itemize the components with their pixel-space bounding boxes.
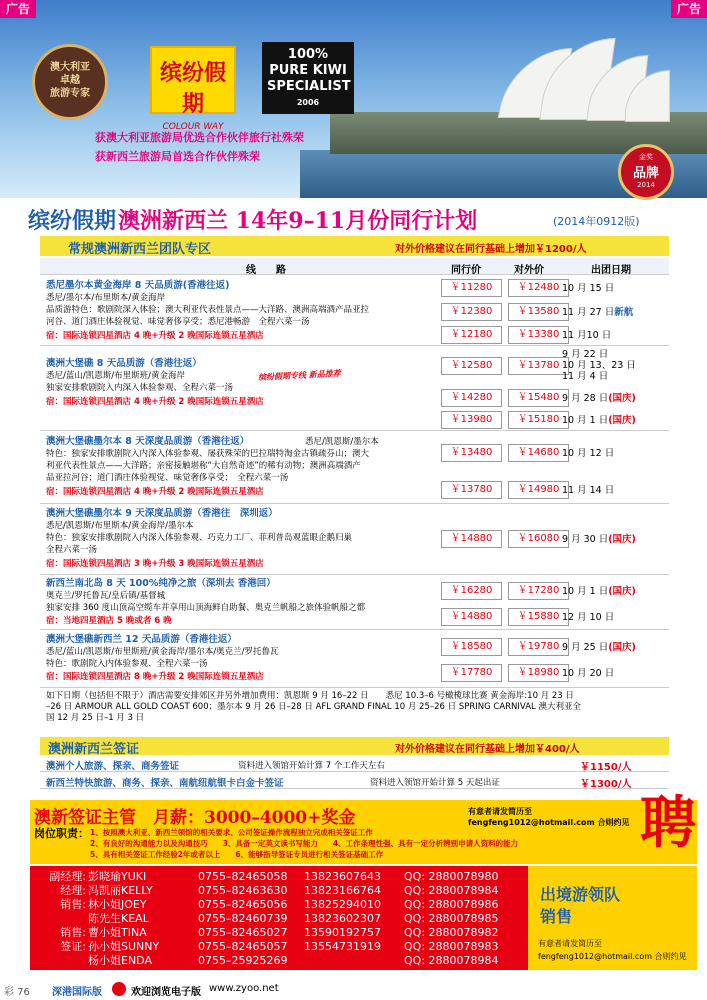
date-text: 10 月 1 日 [562, 415, 609, 426]
tour-hotel: 宿：国际连锁四星酒店 3 晚+升级 3 晚国际连锁五星酒店 [46, 559, 264, 569]
date-text: 9 月 22 日 10 月 13、23 日 11 月 4 日 [562, 349, 636, 382]
contact-name: 彭晓瑜YUKI [88, 870, 147, 883]
contact-tel[interactable]: 0755–82465027 [198, 926, 288, 939]
hiring-character: 聘 [640, 790, 696, 856]
date-text: 11 月 14 日 [562, 485, 615, 496]
tour-line: 悉尼/蓝山/凯恩斯/布里斯班/黄金海岸 [46, 371, 185, 381]
leader-panel [528, 866, 697, 970]
duty-line: 5、具有相关签证工作经验2年或者以上 6、能够指导签证专员进行相关签证基础工作 [90, 850, 384, 859]
kiwi-text: 100% PURE KIWI SPECIALIST [267, 47, 351, 94]
external-price: ￥14680 [508, 444, 569, 462]
tour-hotel: 宿：国际连锁四星酒店 8 晚+升级 2 晚国际连锁五星酒店 [46, 672, 264, 682]
departure-date [562, 349, 669, 382]
tour-title[interactable]: 新西兰南北岛 8 天 100%纯净之旅（深圳去 香港回） [46, 578, 276, 589]
duty-line: 2、有良好的沟通能力以及沟通技巧 3、具备一定英文读书写能力 4、工作条理性强、具有一定分析辨别申请人资料的能力 [90, 839, 519, 848]
duty-line: 1、按照澳大利亚、新西兰领馆的相关要求、公司签证操作流程独立完成相关签证工作 [90, 828, 373, 837]
tour-line: 特色：独家安排歌剧院入内深入体验参观、屡获殊荣的巴拉瑞特淘金古镇疏芬山；澳大 [46, 449, 370, 459]
contact-mobile[interactable]: 13823602307 [304, 912, 381, 925]
contact-tel[interactable]: 0755–82460739 [198, 912, 288, 925]
duty-label: 岗位职责： [34, 827, 89, 840]
recruit-contact: 有意者请发简历至 [468, 807, 532, 816]
section-visa-name: 澳洲新西兰签证 [48, 742, 140, 757]
tour-hotel: 宿：国际连锁四星酒店 4 晚+升级 2 晚国际连锁五星酒店 [46, 487, 264, 497]
visa-name: 新西兰特快旅游、商务、探亲、南航纽航银卡白金卡签证 [46, 778, 284, 789]
peer-price: ￥16280 [441, 582, 502, 600]
departure-date [562, 330, 669, 341]
visa-row[interactable] [40, 773, 669, 789]
kiwi-year: 2006 [296, 98, 320, 107]
ad-tag-left: 广告 [0, 0, 36, 18]
page-number: 彩 76 [4, 987, 30, 998]
date-text: 10 月 1 日 [562, 586, 609, 597]
tour-title-tail: 悉尼/凯恩斯/墨尔本 [305, 437, 379, 447]
external-price: ￥13780 [508, 357, 569, 375]
peer-price: ￥14880 [441, 608, 502, 626]
publication-name: 深港国际版 [52, 987, 102, 998]
peer-price: ￥12180 [441, 326, 502, 344]
tour-line: 悉尼/墨尔本/布里斯本/黄金海岸 [46, 293, 166, 303]
date-text: 9 月 28 日 [562, 393, 609, 404]
tour-line: 特色：独家安排歌剧院入内深入体验参观、巧克力工厂、菲利普岛观蓝眼企鹅归巢 [46, 533, 353, 543]
contact-name: 林小姐JOEY [88, 898, 147, 911]
note-line: –26 日 ARMOUR ALL GOLD COAST 600；墨尔本 9 月 26 日–28 日 AFL GRAND FINAL 10 月 25–26 日 SPRING CARNIVAL 澳大利亚全 [46, 702, 581, 712]
tour-line: 河谷、道门酒庄体验视觉、味觉奢侈享受；悉尼港畅游 全程六菜一汤 [46, 317, 310, 327]
departure-date [562, 642, 669, 653]
date-text: 11 月10 日 [562, 330, 612, 341]
contact-qq: QQ: 2880078985 [404, 912, 499, 925]
tour-line: 全程六菜一汤 [46, 545, 98, 555]
section-visa-note: 对外价格建议在同行基础上增加￥400/人 [395, 744, 580, 755]
peer-price: ￥14280 [441, 389, 502, 407]
contact-role: 签证: [60, 940, 86, 953]
tour-title[interactable]: 澳洲大堡礁 8 天品质游（香港往返） [46, 358, 202, 369]
tour-title[interactable]: 悉尼墨尔本黄金海岸 8 天品质游(香港往返) [46, 280, 230, 291]
section-tours-note: 对外价格建议在同行基础上增加￥1200/人 [395, 244, 587, 255]
col-route: 线 路 [246, 265, 286, 276]
award-nz: 获新西兰旅游局首选合作伙伴殊荣 [95, 150, 260, 163]
peer-price: ￥17780 [441, 664, 502, 682]
peer-price: ￥14880 [441, 530, 502, 548]
recruit-email[interactable]: fengfeng1012@hotmail.com 合则约见 [468, 818, 630, 827]
page-footer [0, 978, 707, 1000]
contact-qq: QQ: 2880078982 [404, 926, 499, 939]
brand-seal [618, 144, 674, 200]
date-tag: (国庆) [608, 415, 636, 426]
title-version: (2014年0912版) [553, 215, 640, 228]
contact-tel[interactable]: 0755–82465056 [198, 898, 288, 911]
date-tag: (国庆) [608, 534, 636, 545]
leader-contact: 有意者请发简历至 [538, 939, 602, 948]
departure-date [562, 448, 669, 459]
peer-price: ￥13480 [441, 444, 502, 462]
external-price: ￥19780 [508, 638, 569, 656]
departure-date [562, 534, 669, 545]
contact-name: 陈先生KEAL [88, 912, 149, 925]
date-tag: (国庆) [608, 393, 636, 404]
contact-role: 销售: [60, 898, 86, 911]
tour-title[interactable]: 澳洲大堡礁墨尔本 8 天深度品质游（香港往返） [46, 436, 250, 447]
departure-date [562, 586, 669, 597]
external-price: ￥17280 [508, 582, 569, 600]
note-line: 国 12 月 25 日–1 月 3 日 [46, 713, 145, 723]
colourway-en: COLOUR WAY [162, 122, 224, 132]
aus-expert-logo: 澳大利亚 卓越 旅游专家 [32, 44, 108, 120]
peer-price: ￥13980 [441, 411, 502, 429]
logo-icon [112, 982, 126, 996]
contact-name: 曹小姐TINA [88, 926, 147, 939]
col-external: 对外价 [514, 265, 544, 276]
contact-tel[interactable]: 0755–25925269 [198, 954, 288, 967]
contact-mobile[interactable]: 13825294010 [304, 898, 381, 911]
tour-line: 品亚拉河谷；道门酒庄体验视觉、味觉奢侈享受； 全程六菜一汤 [46, 473, 289, 483]
visa-price: ￥1150/人 [580, 762, 632, 773]
colourway-logo [150, 46, 236, 132]
seal-top: 金奖 [639, 153, 653, 161]
contact-role: 副经理: [49, 870, 86, 883]
contact-name: 孙小姐SUNNY [88, 940, 160, 953]
tour-title[interactable]: 澳洲大堡礁墨尔本 9 天深度品质游（香港往 深圳返） [46, 508, 278, 519]
peer-price: ￥11280 [441, 279, 502, 297]
date-tag: (国庆) [608, 642, 636, 653]
contact-mobile[interactable]: 13823607643 [304, 870, 381, 883]
date-tag: (国庆) [608, 586, 636, 597]
departure-date [562, 393, 669, 404]
external-price: ￥15880 [508, 608, 569, 626]
contact-mobile[interactable]: 13554731919 [304, 940, 381, 953]
contact-qq: QQ: 2880078983 [404, 940, 499, 953]
title-main: 澳洲新西兰 14年9–11月份同行计划 [118, 208, 478, 234]
date-text: 11 月 27 日 [562, 307, 615, 318]
section-tours-name: 常规澳洲新西兰团队专区 [68, 242, 212, 257]
contact-role: 销售: [60, 926, 86, 939]
col-peer: 同行价 [451, 265, 481, 276]
contact-tel[interactable]: 0755–82465058 [198, 870, 288, 883]
contact-name: 冯凯丽KELLY [88, 884, 153, 897]
tour-title[interactable]: 澳洲大堡礁新西兰 12 天品质游（香港往返） [46, 634, 237, 645]
tour-line: 独家安排歌剧院入内深入体验参观、全程六菜一汤 [46, 383, 234, 393]
tour-line: 悉尼/凯恩斯/布里斯本/黄金海岸/墨尔本 [46, 521, 194, 531]
tour-hotel: 宿：当地四星酒店 5 晚或者 6 晚 [46, 616, 172, 626]
contact-mobile[interactable]: 13823166764 [304, 884, 381, 897]
kiwi-specialist-logo [262, 42, 354, 114]
visa-name: 澳洲个人旅游、探亲、商务签证 [46, 761, 180, 772]
visa-desc: 资料进入领馆开始计算 5 天起出证 [370, 778, 500, 788]
recruit-panel [30, 800, 697, 864]
ad-tag-right: 广告 [671, 0, 707, 18]
departure-date [562, 485, 669, 496]
recruit-title: 澳新签证主管 月薪：3000–4000+奖金 [34, 808, 356, 828]
external-price: ￥14980 [508, 481, 569, 499]
visa-desc: 资料进入领馆开始计算 7 个工作天左右 [238, 761, 385, 771]
peer-price: ￥12380 [441, 303, 502, 321]
departure-date [562, 612, 669, 623]
tour-line: 利亚代表性景点——大洋路；亲密接触堪称“大自然奇迹”的稀有动物；澳洲高端酒产 [46, 461, 361, 471]
title-brand: 缤纷假期 [28, 208, 117, 234]
table-header [40, 258, 669, 275]
contact-qq: QQ: 2880078986 [404, 898, 499, 911]
leader-sales: 销售 [540, 907, 573, 926]
departure-date [562, 283, 669, 294]
section-bar-tours [40, 236, 669, 256]
seal-year: 2014 [637, 181, 655, 189]
peer-price: ￥18580 [441, 638, 502, 656]
external-price: ￥18980 [508, 664, 569, 682]
contact-mobile[interactable]: 13590192757 [304, 926, 381, 939]
tour-line: 悉尼/蓝山/凯恩斯/布里斯班/黄金海岸/墨尔本/奥克兰/罗托鲁瓦 [46, 647, 279, 657]
peer-price: ￥12580 [441, 357, 502, 375]
contact-role: 经理: [60, 884, 86, 897]
date-text: 9 月 25 日 [562, 642, 609, 653]
tour-line: 奥克兰/罗托鲁瓦/皇后镇/基督城 [46, 591, 166, 601]
tour-line: 品质游特色：歌剧院深入体验；澳大利亚代表性景点——大洋路、澳洲高端酒产品亚拉 [46, 305, 370, 315]
page-title [0, 204, 707, 234]
date-tag: 新航 [614, 307, 634, 318]
date-text: 12 月 10 日 [562, 612, 615, 623]
award-aus: 获澳大利亚旅游局优选合作伙伴旅行社殊荣 [95, 131, 304, 144]
surcharge-note [46, 691, 668, 724]
external-price: ￥12480 [508, 279, 569, 297]
contact-qq: QQ: 2880078984 [404, 884, 499, 897]
tour-line: 独家安排 360 度山顶高空缆车并享用山顶海鲜自助餐、奥克兰帆船之旅体验帆船之都 [46, 603, 366, 613]
tour-hotel: 宿：国际连锁四星酒店 4 晚+升级 2 晚国际连锁五星酒店 [46, 331, 264, 341]
external-price: ￥15180 [508, 411, 569, 429]
contact-qq: QQ: 2880078984 [404, 954, 499, 967]
contact-qq: QQ: 2880078980 [404, 870, 499, 883]
visa-row[interactable] [40, 756, 669, 772]
external-price: ￥13380 [508, 326, 569, 344]
colourway-name: 缤纷假期 [159, 60, 226, 117]
col-date: 出团日期 [591, 265, 631, 276]
peer-price: ￥13780 [441, 481, 502, 499]
tour-line: 特色：歌剧院入内体验参观、全程六菜一汤 [46, 659, 208, 669]
external-price: ￥15480 [508, 389, 569, 407]
contact-tel[interactable]: 0755–82463630 [198, 884, 288, 897]
welcome-text: 欢迎浏览电子版 [131, 987, 201, 998]
external-price: ￥13580 [508, 303, 569, 321]
external-price: ￥16080 [508, 530, 569, 548]
contact-tel[interactable]: 0755–82465057 [198, 940, 288, 953]
departure-date [562, 668, 669, 679]
departure-date [562, 415, 669, 426]
visa-price: ￥1300/人 [580, 779, 632, 790]
departure-date [562, 307, 669, 318]
promo-stamp: 缤纷假期专线 新品推荐 [257, 368, 341, 383]
note-line: 如下日期（包括但不限于）酒店需要安排郊区并另外增加费用：凯恩斯 9 月 16–22 日 悉尼 10.3–6 号橄榄球比赛 黄金海岸:10 月 23 日 [46, 691, 574, 701]
website-link[interactable]: www.zyoo.net [209, 983, 279, 994]
tour-hotel: 宿：国际连锁四星酒店 4 晚+升级 2 晚国际连锁五星酒店 [46, 397, 264, 407]
seal-main: 品牌 [632, 166, 659, 181]
date-text: 10 月 15 日 [562, 283, 615, 294]
contact-name: 杨小姐ENDA [88, 954, 152, 967]
leader-title: 出境游领队 [540, 885, 621, 904]
section-bar-visa [40, 737, 669, 755]
date-text: 10 月 12 日 [562, 448, 615, 459]
date-text: 10 月 20 日 [562, 668, 615, 679]
date-text: 9 月 30 日 [562, 534, 609, 545]
leader-email[interactable]: fengfeng1012@hotmail.com 合则约见 [538, 952, 687, 961]
